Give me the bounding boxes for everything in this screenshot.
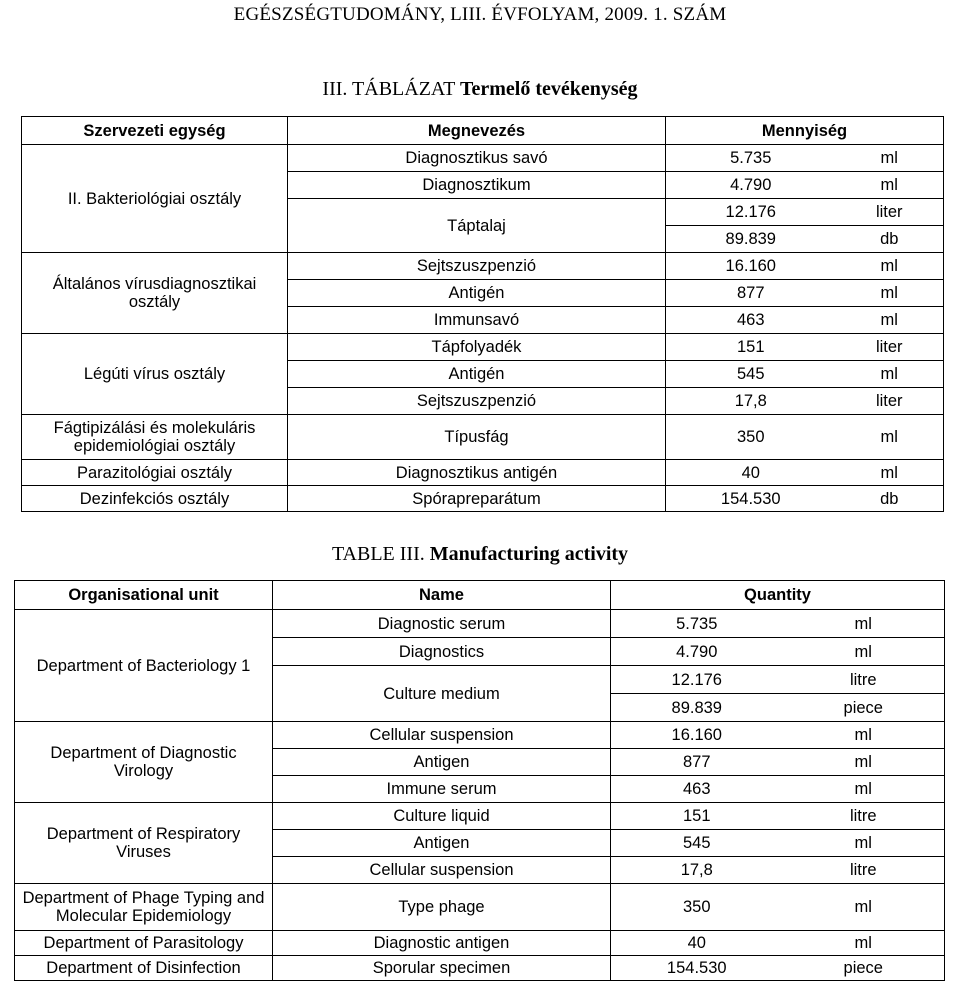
en-uom-cell: ml (783, 610, 945, 638)
hu-table (21, 116, 944, 512)
en-name-cell: Diagnostics (273, 638, 611, 666)
hu-name-cell: Táptalaj (288, 199, 666, 253)
en-name-cell: Culture medium (273, 666, 611, 722)
en-value-cell: 40 (611, 931, 783, 956)
en-unit-cell: Department of Disinfection (15, 956, 273, 981)
en-value-cell: 17,8 (611, 857, 783, 884)
en-value-cell: 151 (611, 803, 783, 830)
hu-unit-cell: Általános vírusdiagnosztikai osztály (22, 253, 288, 334)
en-uom-cell: ml (783, 722, 945, 749)
hu-value-cell: 16.160 (666, 253, 836, 280)
hu-name-cell: Spórapreparátum (288, 486, 666, 512)
en-uom-cell: ml (783, 884, 945, 931)
hu-value-cell: 463 (666, 307, 836, 334)
en-uom-cell: litre (783, 666, 945, 694)
hu-uom-cell: ml (836, 145, 944, 172)
hu-caption-title: Termelő tevékenység (460, 78, 638, 100)
hu-name-cell: Típusfág (288, 415, 666, 460)
hu-header-name: Megnevezés (288, 117, 666, 145)
running-head: EGÉSZSÉGTUDOMÁNY, LIII. ÉVFOLYAM, 2009. 1. SZÁM (233, 4, 727, 25)
hu-value-cell: 877 (666, 280, 836, 307)
hu-value-cell: 5.735 (666, 145, 836, 172)
en-value-cell: 89.839 (611, 694, 783, 722)
en-unit-cell: Department of Bacteriology 1 (15, 610, 273, 722)
en-name-cell: Cellular suspension (273, 857, 611, 884)
en-header-unit: Organisational unit (15, 581, 273, 610)
hu-value-cell: 12.176 (666, 199, 836, 226)
en-value-cell: 4.790 (611, 638, 783, 666)
en-header-name: Name (273, 581, 611, 610)
en-value-cell: 12.176 (611, 666, 783, 694)
hu-header-quantity: Mennyiség (666, 117, 944, 145)
hu-value-cell: 545 (666, 361, 836, 388)
en-name-cell: Antigen (273, 830, 611, 857)
en-name-cell: Diagnostic antigen (273, 931, 611, 956)
en-name-cell: Diagnostic serum (273, 610, 611, 638)
hu-uom-cell: ml (836, 460, 944, 486)
en-value-cell: 16.160 (611, 722, 783, 749)
en-uom-cell: litre (783, 803, 945, 830)
en-unit-cell: Department of Respiratory Viruses (15, 803, 273, 884)
en-name-cell: Type phage (273, 884, 611, 931)
hu-unit-cell: Fágtipizálási és molekuláris epidemiológiai osztály (22, 415, 288, 460)
hu-value-cell: 151 (666, 334, 836, 361)
en-table (14, 580, 945, 981)
hu-name-cell: Sejtszuszpenzió (288, 388, 666, 415)
hu-name-cell: Antigén (288, 280, 666, 307)
en-uom-cell: ml (783, 749, 945, 776)
en-value-cell: 545 (611, 830, 783, 857)
hu-value-cell: 350 (666, 415, 836, 460)
hu-uom-cell: liter (836, 199, 944, 226)
en-value-cell: 5.735 (611, 610, 783, 638)
hu-value-cell: 154.530 (666, 486, 836, 512)
en-uom-cell: piece (783, 694, 945, 722)
en-uom-cell: ml (783, 830, 945, 857)
hu-uom-cell: db (836, 486, 944, 512)
hu-unit-cell: II. Bakteriológiai osztály (22, 145, 288, 253)
hu-name-cell: Diagnosztikus antigén (288, 460, 666, 486)
en-table-caption (0, 543, 960, 566)
hu-uom-cell: ml (836, 415, 944, 460)
hu-uom-cell: ml (836, 172, 944, 199)
hu-value-cell: 40 (666, 460, 836, 486)
hu-uom-cell: liter (836, 388, 944, 415)
en-value-cell: 154.530 (611, 956, 783, 981)
en-uom-cell: ml (783, 638, 945, 666)
en-uom-cell: litre (783, 857, 945, 884)
en-name-cell: Antigen (273, 749, 611, 776)
hu-uom-cell: db (836, 226, 944, 253)
hu-header-unit: Szervezeti egység (22, 117, 288, 145)
en-unit-cell: Department of Diagnostic Virology (15, 722, 273, 803)
hu-name-cell: Antigén (288, 361, 666, 388)
en-header-quantity: Quantity (611, 581, 945, 610)
en-name-cell: Cellular suspension (273, 722, 611, 749)
hu-uom-cell: ml (836, 280, 944, 307)
en-uom-cell: ml (783, 931, 945, 956)
hu-name-cell: Tápfolyadék (288, 334, 666, 361)
hu-name-cell: Diagnosztikus savó (288, 145, 666, 172)
hu-name-cell: Sejtszuszpenzió (288, 253, 666, 280)
en-value-cell: 463 (611, 776, 783, 803)
en-unit-cell: Department of Phage Typing and Molecular Epidemiology (15, 884, 273, 931)
en-value-cell: 877 (611, 749, 783, 776)
hu-uom-cell: ml (836, 307, 944, 334)
hu-caption-prefix: III. TÁBLÁZAT (322, 78, 455, 100)
en-caption-title: Manufacturing activity (429, 543, 629, 565)
en-uom-cell: ml (783, 776, 945, 803)
en-caption-prefix: TABLE III. (331, 543, 425, 565)
hu-value-cell: 89.839 (666, 226, 836, 253)
en-name-cell: Sporular specimen (273, 956, 611, 981)
en-name-cell: Immune serum (273, 776, 611, 803)
hu-uom-cell: ml (836, 361, 944, 388)
en-name-cell: Culture liquid (273, 803, 611, 830)
hu-name-cell: Immunsavó (288, 307, 666, 334)
hu-unit-cell: Dezinfekciós osztály (22, 486, 288, 512)
hu-name-cell: Diagnosztikum (288, 172, 666, 199)
hu-value-cell: 4.790 (666, 172, 836, 199)
en-value-cell: 350 (611, 884, 783, 931)
en-uom-cell: piece (783, 956, 945, 981)
hu-unit-cell: Légúti vírus osztály (22, 334, 288, 415)
hu-uom-cell: ml (836, 253, 944, 280)
hu-value-cell: 17,8 (666, 388, 836, 415)
en-unit-cell: Department of Parasitology (15, 931, 273, 956)
hu-table-caption (0, 78, 960, 101)
hu-unit-cell: Parazitológiai osztály (22, 460, 288, 486)
hu-uom-cell: liter (836, 334, 944, 361)
